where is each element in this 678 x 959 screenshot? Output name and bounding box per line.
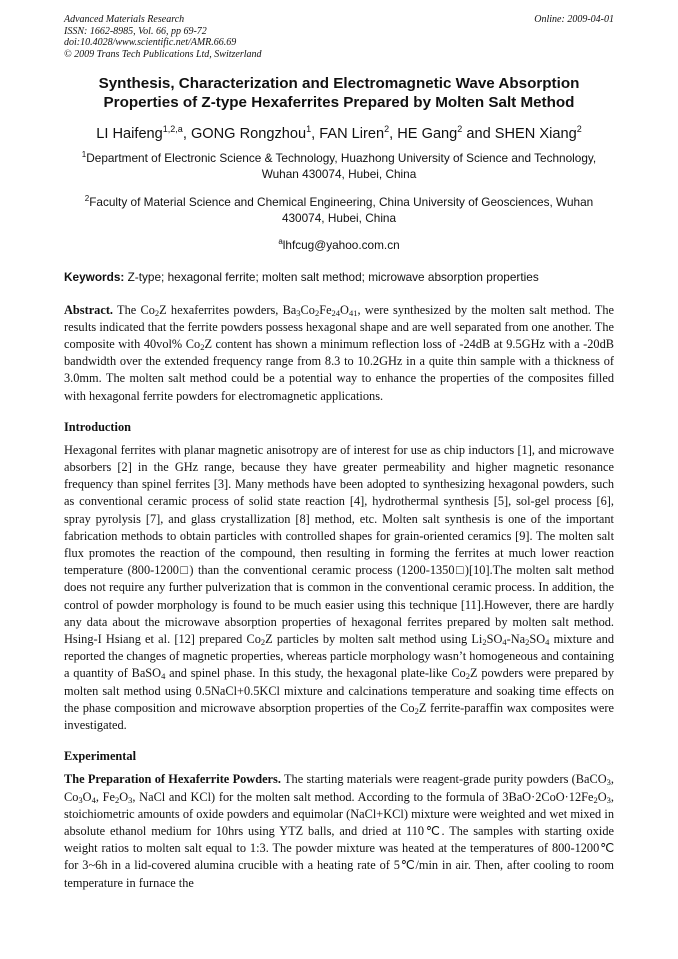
introduction-paragraph bbox=[64, 442, 614, 734]
author-separator: , bbox=[389, 125, 398, 142]
affil-text: Faculty of Material Science and Chemical Engineering, China University of Geosciences, Wuhan 430074, Hubei, China bbox=[89, 194, 594, 225]
affil-mark: 1 bbox=[81, 149, 87, 159]
journal-name: Advanced Materials Research bbox=[64, 14, 185, 25]
subscript: 24 bbox=[331, 307, 341, 318]
subscript: 3 bbox=[78, 794, 83, 805]
affil-mark: 2 bbox=[84, 193, 90, 203]
running-header bbox=[64, 14, 614, 60]
author-name: HE Gang bbox=[397, 125, 458, 142]
subscript: 2 bbox=[525, 637, 530, 648]
abstract-label: Abstract. bbox=[64, 302, 114, 317]
text-run: O bbox=[82, 789, 92, 804]
author-separator: , bbox=[311, 125, 320, 142]
author-and: and bbox=[462, 125, 495, 142]
abstract bbox=[64, 302, 614, 405]
subscript: 2 bbox=[482, 637, 487, 648]
text-run: O bbox=[119, 789, 129, 804]
online-date: Online: 2009-04-01 bbox=[534, 14, 614, 25]
text-run: Z hexaferrites powders, Ba bbox=[159, 302, 297, 317]
subscript: 41 bbox=[348, 307, 358, 318]
text-run: Hexagonal ferrites with planar magnetic anisotropy are of interest for use as chip inductors [1], and microwave absorbers [2] in the GHz range, because they have greater permeability and higher magnetic resonance frequency than spinel ferrites [3]. Many methods have been adopted to synthesizing hexagonal powders, such as conventional ceramic process of solid state reaction [4], hydrothermal synthesis [5], sol-gel process [6], spray pyrolysis [7], and glass crystallization [8] method, etc. Molten salt synthesis is one of the important fabrication methods to obtain particles with controlled shapes for grain-oriented ceramics [9]. The molten salt flux promotes the reaction of the compound, then resulting in forming the ferrites at much lower reaction temperature (800-1200□) than the conventional ceramic process (1200-1350□)[10].The molten salt method does not require any further pulverization that is common in the conventional ceramic process. In addition, the control of powder morphology is found to be much easier using this technique [11].However, there are hardly any data about the microwave absorption properties of hexagonal ferrites prepared by molten salt method. Hsing-I Hsiang et al. [12] prepared Co bbox=[64, 442, 614, 647]
subscript: 2 bbox=[154, 307, 160, 318]
subscript: 4 bbox=[161, 671, 166, 682]
text-run: SO bbox=[529, 632, 546, 647]
text-run: Z particles by molten salt method using Li bbox=[265, 632, 483, 647]
text-run: SO bbox=[486, 632, 503, 647]
keywords-label: Keywords: bbox=[64, 269, 125, 284]
text-run: , Fe bbox=[95, 789, 115, 804]
paper-title bbox=[64, 74, 614, 112]
subscript: 2 bbox=[260, 637, 266, 648]
text-run: , Co bbox=[64, 772, 614, 804]
title-line-2: Properties of Z-type Hexaferrites Prepared by Molten Salt Method bbox=[103, 94, 575, 111]
text-run: The Co bbox=[113, 302, 155, 317]
author-list bbox=[64, 119, 614, 144]
text-run: , stoichiometric amounts of oxide powders and equimolar (NaCl+KCl) mixture were weighted and wet mixed in absolute ethanol medium for 10hrs using YTZ balls, and dried at 110℃. The samples with starting oxide weight ratios to molten salt equal to 1:3. The powder mixture was heated at the temperatures of 800-1200℃ for 3~6h in a lid-covered alumina crucible with a heating rate of 5℃/min in air. Then, after cooling to room temperature in furnace the bbox=[64, 789, 614, 890]
text-run: -Na bbox=[506, 632, 526, 647]
subscript: 2 bbox=[200, 342, 205, 353]
affiliation-2 bbox=[64, 191, 614, 226]
author-affil-mark: 2 bbox=[576, 124, 582, 134]
subscript: 3 bbox=[128, 794, 133, 805]
author-affil-mark: 2 bbox=[384, 124, 390, 134]
text-run: The starting materials were reagent-grade purity powders (BaCO bbox=[280, 772, 607, 787]
copyright-line: © 2009 Trans Tech Publications Ltd, Switzerland bbox=[64, 48, 262, 60]
doi-line: doi:10.4028/www.scientific.net/AMR.66.69 bbox=[64, 37, 237, 48]
author-name: GONG Rongzhou bbox=[190, 125, 307, 142]
text-run: and spinel phase. In this study, the hexagonal plate-like Co bbox=[165, 666, 466, 681]
subscript: 4 bbox=[91, 794, 96, 805]
author-separator: , bbox=[182, 125, 191, 142]
subscript: 4 bbox=[545, 637, 550, 648]
subscript: 4 bbox=[502, 637, 507, 648]
subscript: 3 bbox=[606, 777, 611, 788]
text-run: mixture and reported the changes of magnetic properties, whereas particle morphology wasn’t homogeneous and containing a quantity of BaSO bbox=[64, 632, 615, 681]
text-run: , were synthesized by the molten salt method. The results indicated that the ferrite powders possess hexagonal shape and are well separated from one another. The composite with 40vol% Co bbox=[64, 302, 615, 352]
author-affil-mark: 2 bbox=[457, 124, 463, 134]
subscript: 2 bbox=[465, 671, 470, 682]
paper-page bbox=[64, 14, 614, 892]
text-run: Co bbox=[300, 302, 315, 317]
title-line-1: Synthesis, Characterization and Electromagnetic Wave Absorption bbox=[98, 75, 580, 92]
affil-text: Department of Electronic Science & Technology, Huazhong University of Science and Technology, Wuhan 430074, Hubei, China bbox=[86, 150, 597, 181]
subscript: 3 bbox=[606, 794, 611, 805]
text-run: O bbox=[340, 302, 349, 317]
author-name: SHEN Xiang bbox=[494, 125, 577, 142]
author-affil-mark: 1,2,a bbox=[162, 124, 183, 134]
text-run: Z ferrite-paraffin wax composites were investigated. bbox=[64, 700, 615, 733]
text-run: , NaCl and KCl) for the molten salt method. According to the formula of 3BaO·2CoO·12Fe bbox=[132, 789, 594, 804]
subscript: 2 bbox=[314, 307, 320, 318]
issn-line: ISSN: 1662-8985, Vol. 66, pp 69-72 bbox=[64, 25, 207, 37]
text-run: Z powders were prepared by molten salt method using 0.5NaCl+0.5KCl mixture and calcinations temperature and soaking time effects on the phase composition and microwave absorption properties of the Co bbox=[64, 666, 615, 715]
text-run: Z content has shown a minimum reflection loss of -24dB at 9.5GHz with a -20dB bandwidth over the extended frequency range from 8.3 to 10.2GHz in a quite thin sample with a thickness of 3.0mm. The molten salt method could be a potential way to enhance the properties of the composites filled with hexagonal ferrite powders for electromagnetic applications. bbox=[64, 337, 614, 403]
section-heading-introduction: Introduction bbox=[64, 419, 131, 434]
subscript: 2 bbox=[414, 705, 419, 716]
keywords-text: Z-type; hexagonal ferrite; molten salt method; microwave absorption properties bbox=[124, 269, 539, 284]
subscript: 3 bbox=[296, 307, 301, 318]
author-name: LI Haifeng bbox=[96, 125, 163, 142]
text-run: Fe bbox=[319, 302, 332, 317]
keywords bbox=[64, 269, 614, 285]
author-affil-mark: 1 bbox=[306, 124, 312, 134]
email-mark: a bbox=[278, 236, 283, 246]
author-name: FAN Liren bbox=[319, 125, 385, 142]
text-run: O bbox=[597, 789, 607, 804]
experimental-paragraph bbox=[64, 771, 614, 891]
email-address: lhfcug@yahoo.com.cn bbox=[282, 237, 400, 252]
subscript: 2 bbox=[593, 794, 598, 805]
subscript: 2 bbox=[114, 794, 120, 805]
section-heading-experimental: Experimental bbox=[64, 749, 136, 764]
contact-email bbox=[64, 234, 614, 253]
affiliation-1 bbox=[64, 147, 614, 182]
publication-info bbox=[64, 14, 262, 60]
subsection-heading: The Preparation of Hexaferrite Powders. bbox=[64, 772, 281, 787]
